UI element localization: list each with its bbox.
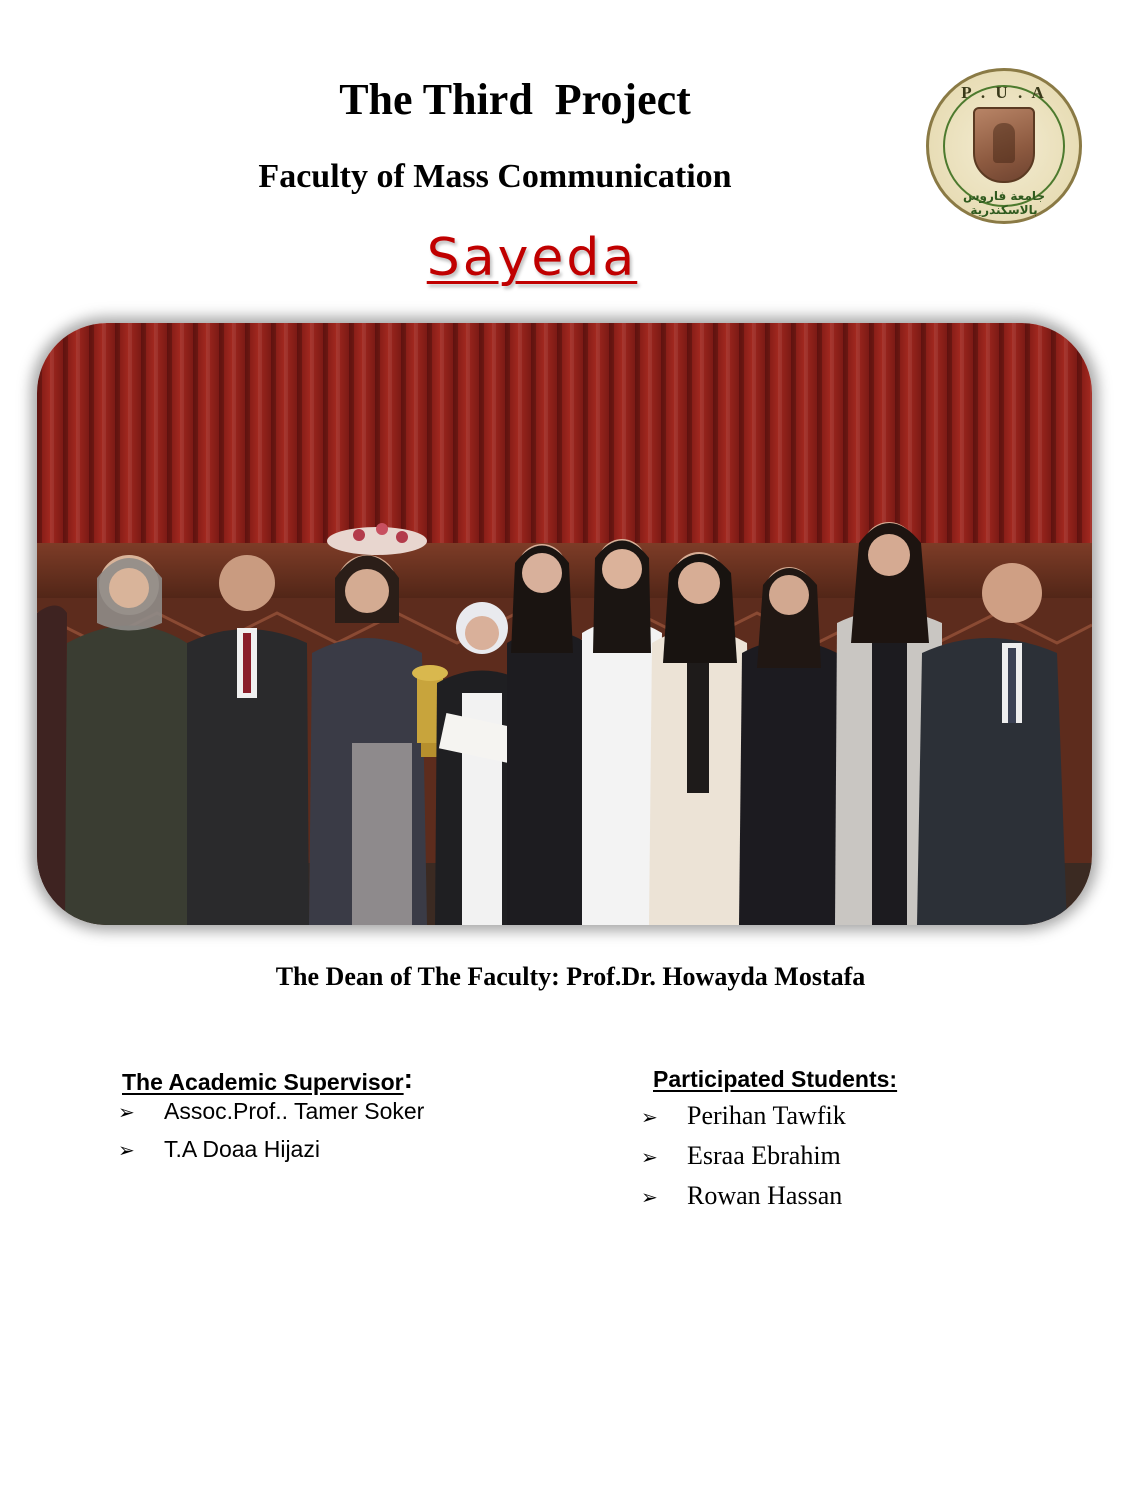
supervisor-name: Assoc.Prof.. Tamer Soker [164, 1098, 425, 1124]
supervisor-name: T.A Doaa Hijazi [164, 1136, 320, 1162]
logo-arabic-text: جامعة فاروس بالاسكندرية [962, 189, 1046, 217]
arrow-bullet-icon: ➢ [118, 1100, 135, 1124]
supervisor-heading [122, 1063, 413, 1096]
arrow-bullet-icon: ➢ [641, 1145, 658, 1169]
list-item [118, 1098, 424, 1136]
logo-letters: P . U . A [961, 83, 1047, 102]
students-heading: Participated Students: [653, 1066, 898, 1092]
supervisor-heading-text: The Academic Supervisor [122, 1069, 404, 1095]
arrow-bullet-icon: ➢ [641, 1105, 658, 1129]
students-list [641, 1101, 846, 1221]
group-photo-illustration [37, 323, 1092, 925]
list-item [641, 1141, 846, 1181]
arrow-bullet-icon: ➢ [641, 1185, 658, 1209]
supervisor-heading-colon: : [403, 1063, 413, 1094]
group-photo [37, 323, 1092, 925]
project-name: Sayeda [426, 228, 638, 288]
page-title: The Third Project [339, 75, 691, 124]
faculty-name: Faculty of Mass Communication [258, 158, 732, 195]
supervisor-list [118, 1098, 424, 1174]
list-item [641, 1181, 846, 1221]
arrow-bullet-icon: ➢ [118, 1138, 135, 1162]
list-item [641, 1101, 846, 1141]
student-name: Rowan Hassan [687, 1181, 843, 1210]
list-item [118, 1136, 424, 1174]
dean-line: The Dean of The Faculty: Prof.Dr. Howayda Mostafa [275, 962, 866, 991]
university-logo [926, 68, 1082, 224]
student-name: Esraa Ebrahim [687, 1141, 841, 1170]
student-name: Perihan Tawfik [687, 1101, 846, 1130]
logo-shield-icon [973, 107, 1035, 183]
